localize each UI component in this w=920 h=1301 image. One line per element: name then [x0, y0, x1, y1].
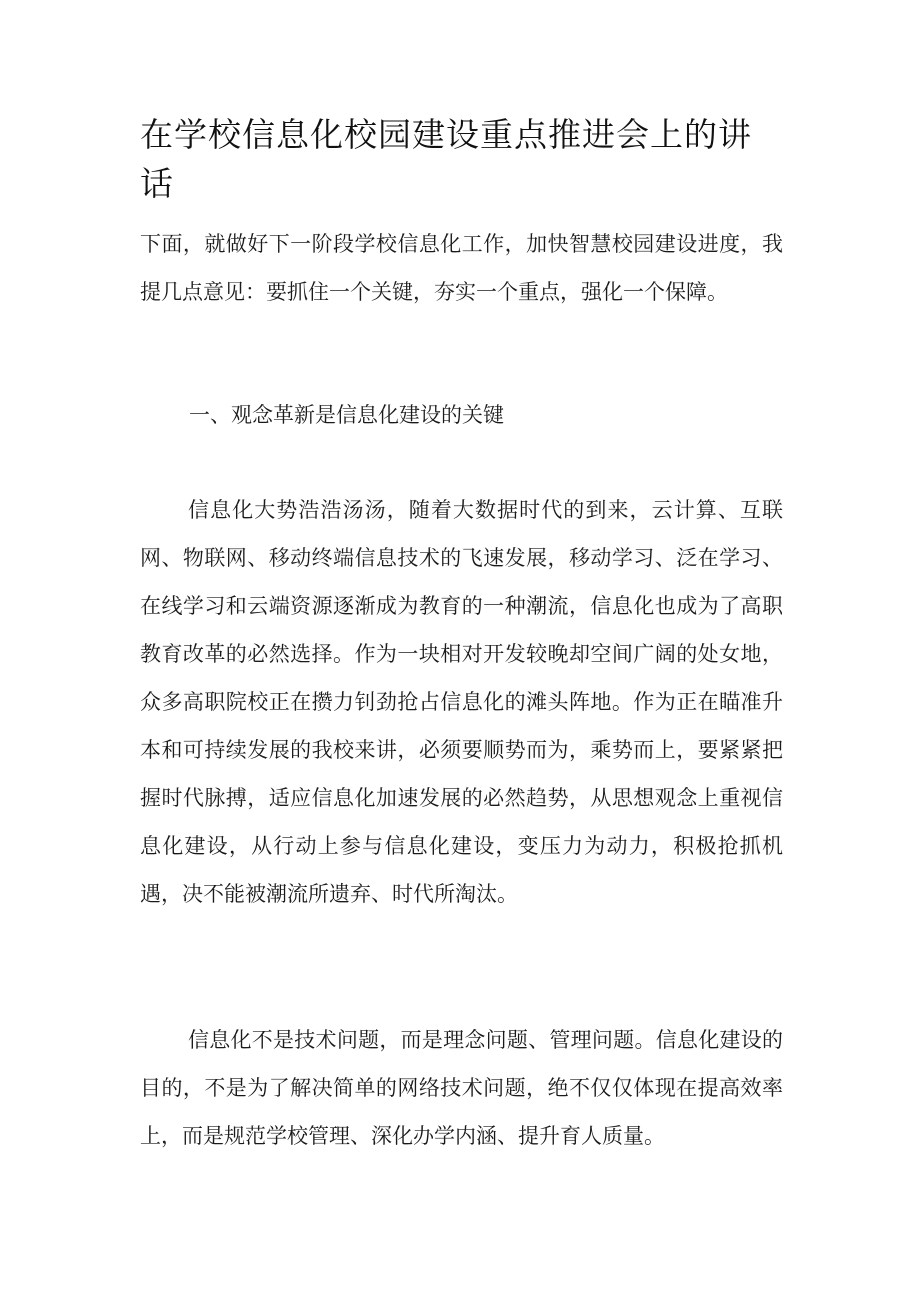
intro-paragraph: 下面，就做好下一阶段学校信息化工作，加快智慧校园建设进度，我提几点意见：要抓住一个关键，夯实一个重点，强化一个保障。 — [140, 232, 783, 304]
body-paragraph-1: 信息化大势浩浩汤汤，随着大数据时代的到来，云计算、互联网、物联网、移动终端信息技术的飞速发展，移动学习、泛在学习、在线学习和云端资源逐渐成为教育的一种潮流，信息化也成为了高职教育改革的必然选择。作为一块相对开发较晚却空间广阔的处女地，众多高职院校正在攒力钊劲抢占信息化的滩头阵地。作为正在瞄准升本和可持续发展的我校来讲，必须要顺势而为，乘势而上，要紧紧把握时代脉搏，适应信息化加速发展的必然趋势，从思想观念上重视信息化建设，从行动上参与信息化建设，变压力为动力，积极抢抓机遇，决不能被潮流所遗弃、时代所淘汰。 — [140, 498, 783, 906]
section-heading-1: 一、观念革新是信息化建设的关键 — [189, 403, 504, 427]
document-title: 在学校信息化校园建设重点推进会上的讲话 — [140, 115, 752, 203]
body-paragraph-2: 信息化不是技术问题，而是理念问题、管理问题。信息化建设的目的，不是为了解决简单的网络技术问题，绝不仅仅体现在提高效率上，而是规范学校管理、深化办学内涵、提升育人质量。 — [140, 1028, 783, 1148]
